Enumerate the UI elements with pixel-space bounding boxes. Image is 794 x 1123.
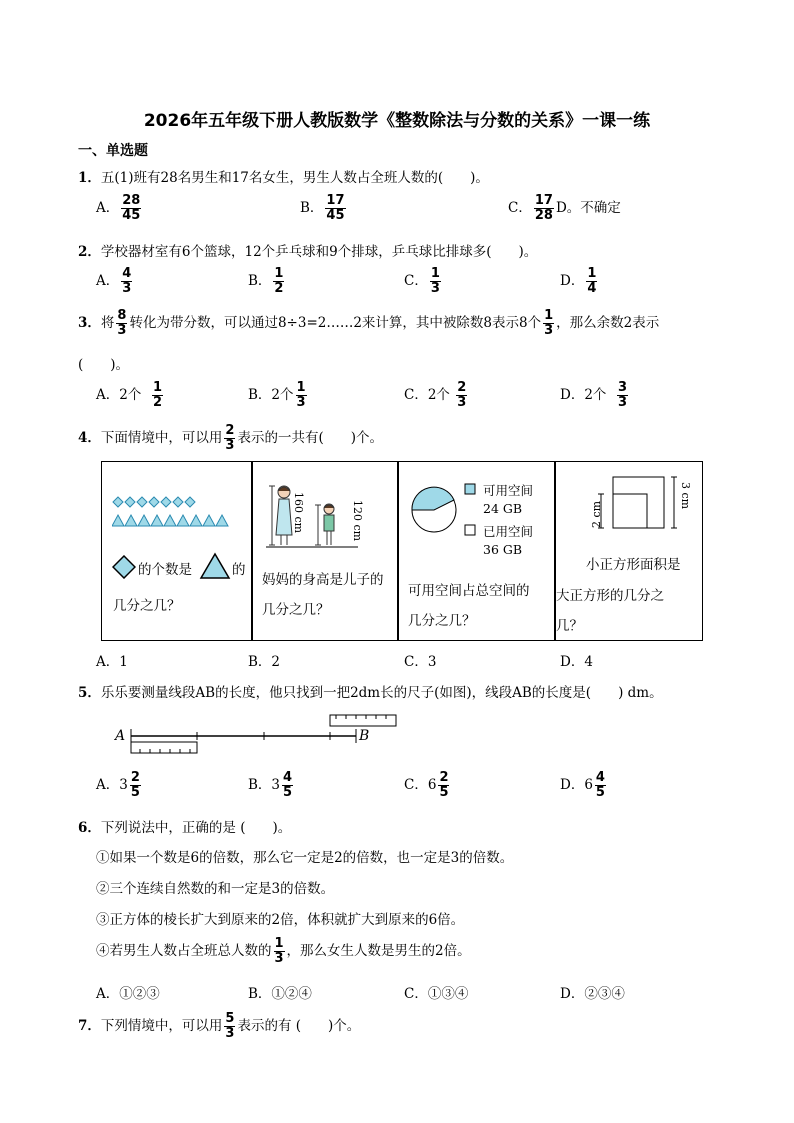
fraction: $\frac{1}{2}$	[152, 380, 162, 410]
fraction: $\frac{5}{3}$	[225, 1011, 235, 1041]
page-title: 2026年五年级下册人教版数学《整数除法与分数的关系》一课一练	[143, 111, 651, 131]
q1-option-c[interactable]	[508, 194, 621, 223]
cell2-height-120: 120 cm	[351, 500, 364, 542]
option-label: B．	[300, 200, 324, 216]
diamond-icon	[112, 555, 136, 579]
statement-1: ①如果一个数是6的倍数，那么它一定是2的倍数，也一定是3的倍数。	[96, 850, 514, 866]
q5-option-a[interactable]: A．3 $\frac{2}{5}$	[96, 770, 140, 800]
point-a-label: A	[115, 728, 126, 744]
triangle-icon	[199, 552, 231, 580]
question-text: 乐乐要测量线段AB的长度，他只找到一把2dm长的尺子(如图)，线段AB的长度是( ) dm。	[100, 685, 663, 701]
cell4-text-1: 小正方形面积是	[586, 557, 681, 573]
cell1-text-2: 的	[232, 562, 246, 578]
fraction: $\frac{28}{45}$	[122, 193, 141, 223]
question-text: 五(1)班有28名男生和17名女生，男生人数占全班人数的( )。	[100, 170, 489, 186]
q3-option-a[interactable]: A．2个 $\frac{1}{2}$	[96, 380, 162, 410]
statement-2: ②三个连续自然数的和一定是3的倍数。	[96, 881, 335, 897]
cell2-text-2: 几分之几？	[262, 602, 330, 618]
q6-option-c[interactable]: C．①③④	[404, 986, 469, 1002]
question-text: 下列说法中，正确的是 ( )。	[100, 820, 292, 836]
fraction: $\frac{4}{5}$	[283, 770, 293, 800]
cell2-text-1: 妈妈的身高是儿子的	[262, 572, 384, 588]
diamond-triangle-icon	[112, 495, 242, 531]
fraction: $\frac{1}{2}$	[274, 266, 284, 296]
question-7: 7．下列情境中，可以用 $\frac{5}{3}$ 表示的有 ( )个。	[78, 1011, 361, 1041]
cell3-text-2: 几分之几？	[408, 613, 476, 629]
q5-option-c[interactable]: C．6 $\frac{2}{5}$	[404, 770, 449, 800]
cell4-text-3: 几？	[556, 618, 583, 634]
cell3-legend-1: 可用空间	[483, 483, 534, 498]
q5-option-b[interactable]: B．3 $\frac{4}{5}$	[248, 770, 293, 800]
q6-option-a[interactable]: A．①②③	[96, 986, 160, 1002]
q2-option-d[interactable]: D． $\frac{1}{4}$	[560, 266, 597, 296]
question-text: 学校器材室有6个篮球，12个乒乓球和9个排球，乒乓球比排球多( )。	[100, 244, 538, 260]
cell3-legend-2: 24 GB	[483, 501, 523, 516]
fraction: $\frac{1}{3}$	[296, 380, 306, 410]
fraction: $\frac{2}{5}$	[439, 770, 449, 800]
fraction: $\frac{1}{3}$	[544, 308, 554, 338]
q4-option-a[interactable]: A．1	[96, 654, 128, 670]
point-b-label: B	[359, 728, 370, 744]
option-d-text: D。不确定	[555, 200, 621, 216]
q4-option-d[interactable]: D．4	[560, 654, 593, 670]
fraction: $\frac{17}{45}$	[326, 193, 345, 223]
section-heading: 一、单选题	[78, 143, 148, 159]
cell1-text-1: 的个数是	[138, 562, 192, 578]
fraction: $\frac{8}{3}$	[117, 308, 127, 338]
option-label: C．	[508, 200, 532, 216]
q4-option-c[interactable]: C．3	[404, 654, 437, 670]
q1-option-a[interactable]	[96, 194, 143, 223]
question-3: 3．将 $\frac{8}{3}$ 转化为带分数，可以通过8÷3=2……2来计算，其中被除数8表示8个 $\frac{1}{3}$ ，那么余数2表示	[78, 308, 660, 338]
cell4-small-side: 2 cm	[590, 500, 603, 528]
squares-icon	[594, 472, 684, 532]
question-number: 2．	[78, 244, 101, 260]
q3-option-d[interactable]: D．2个 $\frac{3}{3}$	[560, 380, 628, 410]
fraction: $\frac{2}{3}$	[457, 380, 467, 410]
option-label: A．	[96, 200, 120, 216]
q2-option-c[interactable]: C． $\frac{1}{3}$	[404, 266, 440, 296]
q6-option-d[interactable]: D．②③④	[560, 986, 625, 1002]
cell3-legend-3: 已用空间	[483, 524, 534, 539]
question-number: 3．	[78, 315, 101, 331]
cell3-legend-4: 36 GB	[483, 542, 523, 557]
question-number: 6．	[78, 820, 101, 836]
fraction: $\frac{1}{3}$	[430, 266, 440, 296]
question-2	[78, 240, 537, 260]
q2-option-b[interactable]: B． $\frac{1}{2}$	[248, 266, 284, 296]
fraction: $\frac{1}{4}$	[587, 266, 597, 296]
question-number: 5．	[78, 685, 101, 701]
fraction: $\frac{17}{28}$	[534, 193, 553, 223]
cell2-height-160: 160 cm	[292, 492, 305, 534]
statement-3: ③正方体的棱长扩大到原来的2倍，体积就扩大到原来的6倍。	[96, 912, 465, 928]
fraction: $\frac{2}{5}$	[130, 770, 140, 800]
fraction: $\frac{3}{3}$	[618, 380, 628, 410]
question-5	[78, 681, 663, 701]
used-swatch-icon	[464, 524, 476, 536]
q6-option-b[interactable]: B．①②④	[248, 986, 312, 1002]
cell4-large-side: 3 cm	[679, 482, 692, 510]
question-number: 7．	[78, 1018, 101, 1034]
q5-option-d[interactable]: D．6 $\frac{4}{5}$	[560, 770, 605, 800]
q2-option-a[interactable]: A． $\frac{4}{3}$	[96, 266, 132, 296]
q1-option-b[interactable]	[300, 194, 348, 223]
pie-icon	[409, 485, 459, 535]
question-number: 4．	[78, 430, 101, 446]
question-1	[78, 166, 489, 186]
fraction: $\frac{4}{5}$	[595, 770, 605, 800]
q3-option-c[interactable]: C．2个 $\frac{2}{3}$	[404, 380, 467, 410]
cell3-text-1: 可用空间占总空间的	[408, 583, 530, 599]
available-swatch-icon	[464, 483, 476, 495]
cell1-text-3: 几分之几？	[113, 598, 181, 614]
question-4: 4．下面情境中，可以用 $\frac{2}{3}$ 表示的一共有( )个。	[78, 423, 383, 453]
table-cell-1	[101, 461, 253, 641]
q4-option-b[interactable]: B．2	[248, 654, 281, 670]
q3-option-b[interactable]: B．2个 $\frac{1}{3}$	[248, 380, 306, 410]
statement-4: ④若男生人数占全班总人数的 $\frac{1}{3}$ ，那么女生人数是男生的2倍。	[96, 936, 471, 966]
answer-blank: ( )。	[78, 357, 130, 373]
fraction: $\frac{1}{3}$	[274, 936, 284, 966]
fraction: $\frac{4}{3}$	[122, 266, 132, 296]
fraction: $\frac{2}{3}$	[225, 423, 235, 453]
cell4-text-2: 大正方形的几分之	[556, 588, 664, 604]
question-number: 1．	[78, 170, 101, 186]
question-6	[78, 816, 291, 836]
